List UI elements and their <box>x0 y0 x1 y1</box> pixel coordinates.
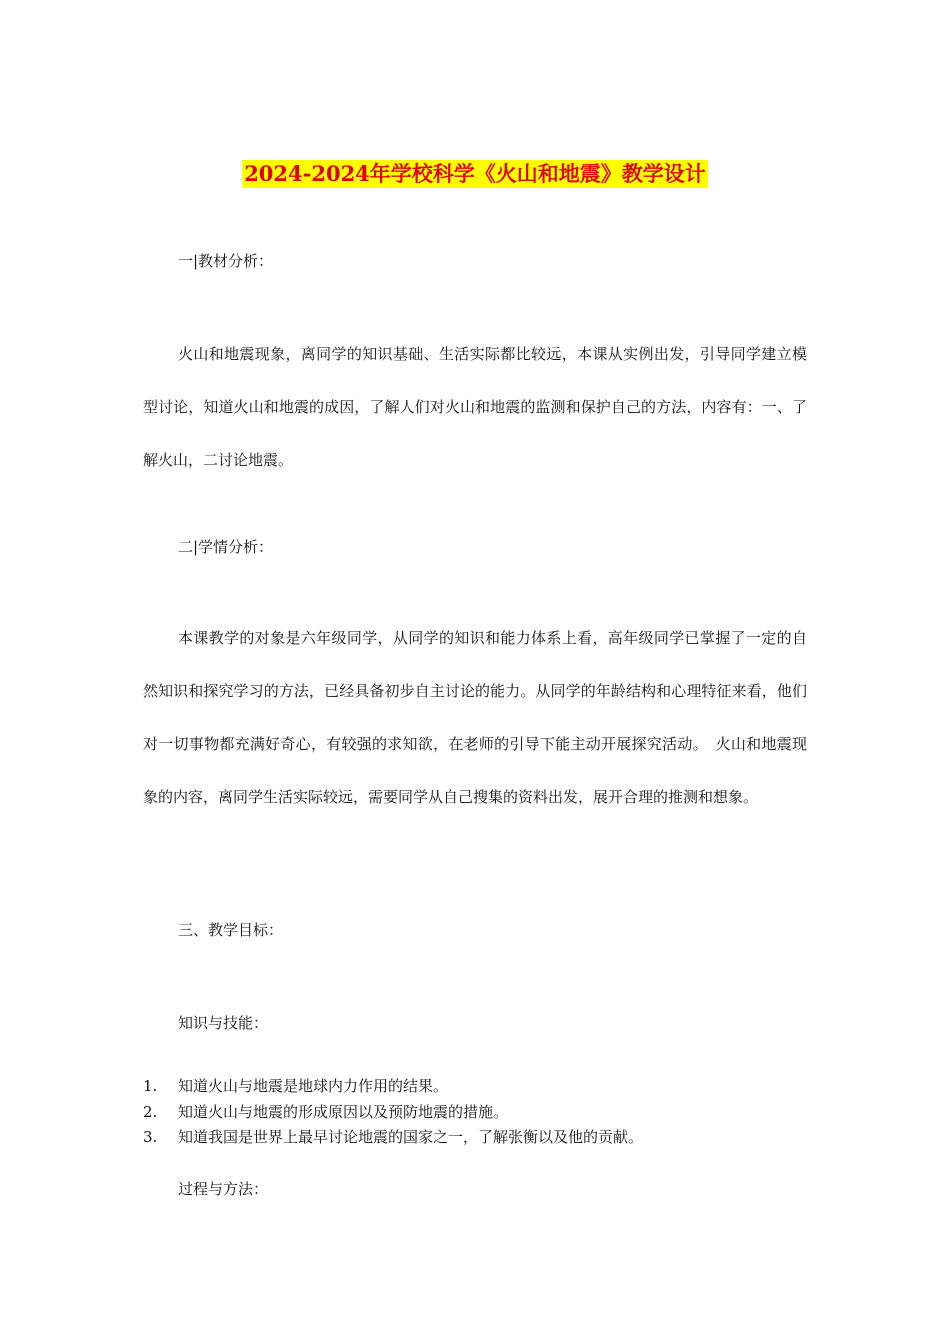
list-item-number: 3. <box>143 1128 158 1146</box>
list-item <box>143 1125 823 1151</box>
list-item-text: 知道火山与地震是地球内力作用的结果。 <box>178 1077 449 1095</box>
title-wrapper <box>0 160 950 188</box>
subheading-process-methods: 过程与方法： <box>178 1180 269 1198</box>
list-item-text: 知道火山与地震的形成原因以及预防地震的措施。 <box>178 1102 509 1121</box>
list-item <box>143 1100 823 1126</box>
paragraph-textbook-analysis: 火山和地震现象，离同学的知识基础、生活实际都比较远，本课从实例出发，引导同学建立模型讨论，知道火山和地震的成因，了解人们对火山和地震的监测和保护自己的方法，内容有：一、了解火山，二讨论地震。 <box>143 345 807 469</box>
goals-list <box>143 1074 823 1151</box>
paragraph-student-analysis: 本课教学的对象是六年级同学，从同学的知识和能力体系上看，高年级同学已掌握了一定的自然知识和探究学习的方法，已经具备初步自主讨论的能力。从同学的年龄结构和心理特征来看，他们对一切事物都充满好奇心，有较强的求知欲，在老师的引导下能主动开展探究活动。 火山和地震现象的内容，离同学生活实际较远，需要同学从自己搜集的资料出发，展开合理的推测和想象。 <box>143 629 807 806</box>
section-heading-student-analysis: 二|学情分析： <box>178 538 274 556</box>
subheading-knowledge-skills: 知识与技能： <box>178 1014 269 1032</box>
section-heading-teaching-goals: 三、教学目标： <box>178 921 284 939</box>
section-heading-textbook-analysis: 一|教材分析： <box>178 252 274 270</box>
document-title: 2024-2024年学校科学《火山和地震》教学设计 <box>244 161 706 186</box>
list-item-text: 知道我国是世界上最早讨论地震的国家之一，了解张衡以及他的贡献。 <box>178 1128 644 1146</box>
list-item-number: 1. <box>143 1077 158 1095</box>
list-item-number: 2. <box>143 1102 158 1121</box>
list-item <box>143 1074 823 1100</box>
